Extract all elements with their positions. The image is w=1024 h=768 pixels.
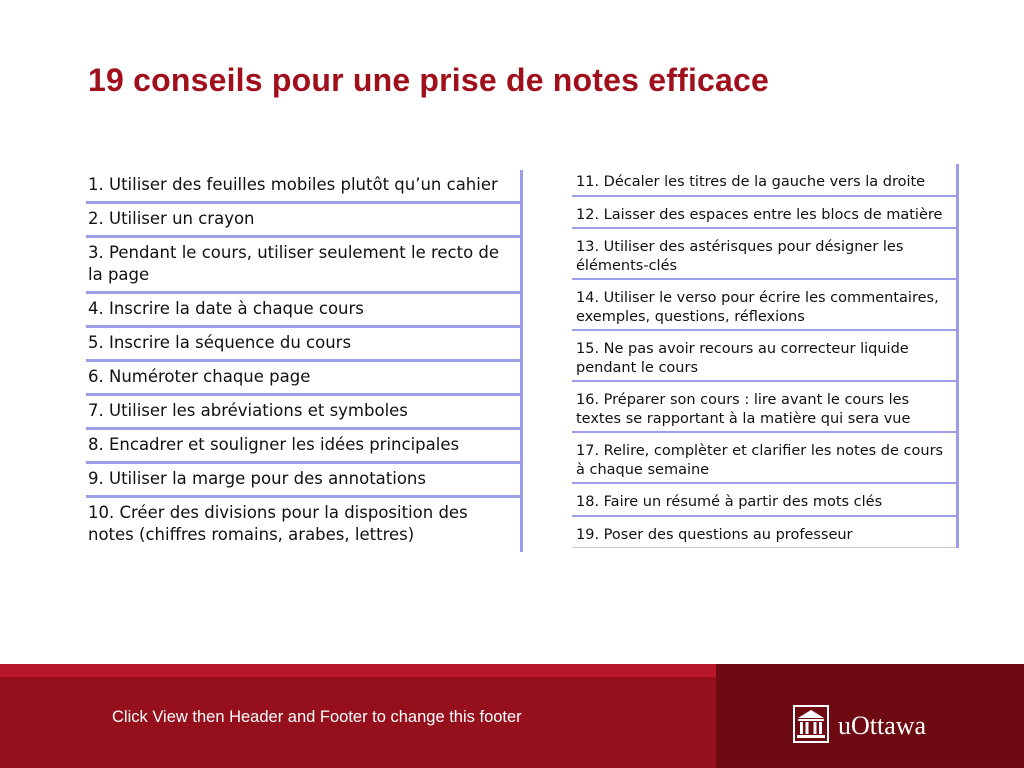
tips-list-left	[86, 170, 523, 552]
footer-note: Click View then Header and Footer to change this footer	[112, 708, 522, 726]
tip-item: 19. Poser des questions au professeur	[572, 517, 956, 549]
tip-item: 15. Ne pas avoir recours au correcteur liquide pendant le cours	[572, 331, 956, 382]
tip-item: 9. Utiliser la marge pour des annotations	[86, 464, 520, 498]
tip-item: 16. Préparer son cours : lire avant le cours les textes se rapportant à la matière qui sera vue	[572, 382, 956, 433]
tip-item: 17. Relire, complèter et clarifier les notes de cours à chaque semaine	[572, 433, 956, 484]
tip-item: 3. Pendant le cours, utiliser seulement le recto de la page	[86, 238, 520, 294]
tip-item: 6. Numéroter chaque page	[86, 362, 520, 396]
tip-item: 14. Utiliser le verso pour écrire les commentaires, exemples, questions, réflexions	[572, 280, 956, 331]
tip-item: 2. Utiliser un crayon	[86, 204, 520, 238]
tip-item: 11. Décaler les titres de la gauche vers la droite	[572, 164, 956, 197]
tip-item: 12. Laisser des espaces entre les blocs de matière	[572, 197, 956, 230]
tip-item: 1. Utiliser des feuilles mobiles plutôt qu’un cahier	[86, 170, 520, 204]
tips-list-right	[572, 164, 959, 548]
tip-item: 18. Faire un résumé à partir des mots clés	[572, 484, 956, 517]
tip-item: 4. Inscrire la date à chaque cours	[86, 294, 520, 328]
university-building-icon	[793, 705, 829, 743]
tip-item: 13. Utiliser des astérisques pour désigner les éléments-clés	[572, 229, 956, 280]
tip-item: 10. Créer des divisions pour la disposition des notes (chiffres romains, arabes, lettres)	[88, 503, 468, 544]
slide-title: 19 conseils pour une prise de notes efficace	[88, 62, 770, 98]
tip-item: 8. Encadrer et souligner les idées principales	[86, 430, 520, 464]
uottawa-logo-text: uOttawa	[838, 711, 927, 740]
tip-item: 7. Utiliser les abréviations et symboles	[86, 396, 520, 430]
tip-item: 5. Inscrire la séquence du cours	[86, 328, 520, 362]
